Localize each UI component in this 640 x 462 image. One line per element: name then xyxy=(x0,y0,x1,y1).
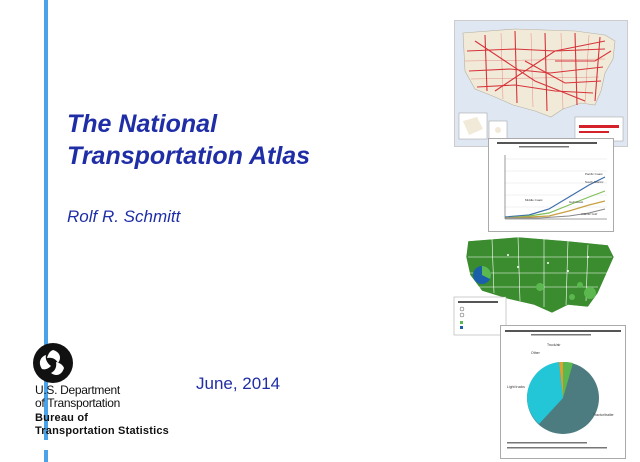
department-line-1: U.S. Department xyxy=(35,383,120,397)
author-name: Rolf R. Schmitt xyxy=(67,207,181,226)
bureau-line-1: Bureau of xyxy=(35,412,89,424)
left-rule-gap xyxy=(44,440,48,450)
svg-text:Pacific Coast: Pacific Coast xyxy=(585,172,603,176)
svg-text:Gulf Coast: Gulf Coast xyxy=(569,200,584,204)
svg-text:Light trucks: Light trucks xyxy=(507,385,525,389)
state-pie-map-thumbnail xyxy=(448,227,620,337)
presentation-date: June, 2014 xyxy=(196,374,281,393)
growth-line-chart-thumbnail xyxy=(488,138,614,232)
svg-text:Atlantic Gulf: Atlantic Gulf xyxy=(581,212,598,216)
svg-text:Other: Other xyxy=(531,351,540,355)
department-line-2: of Transportation xyxy=(35,396,120,410)
us-highway-map-thumbnail xyxy=(454,20,628,147)
bureau-name xyxy=(35,412,169,438)
svg-text:Middle Coast: Middle Coast xyxy=(525,198,543,202)
freight-mode-pie-thumbnail xyxy=(500,325,626,459)
department-name xyxy=(35,384,120,410)
svg-text:Tractor/trailer: Tractor/trailer xyxy=(593,413,614,417)
svg-text:South Atlantic: South Atlantic xyxy=(585,180,604,184)
dot-triskelion-logo-icon xyxy=(32,342,74,384)
bureau-line-2: Transportation Statistics xyxy=(35,425,169,437)
svg-text:Truck/air: Truck/air xyxy=(547,343,561,347)
slide-title: The National Transportation Atlas xyxy=(67,110,311,170)
